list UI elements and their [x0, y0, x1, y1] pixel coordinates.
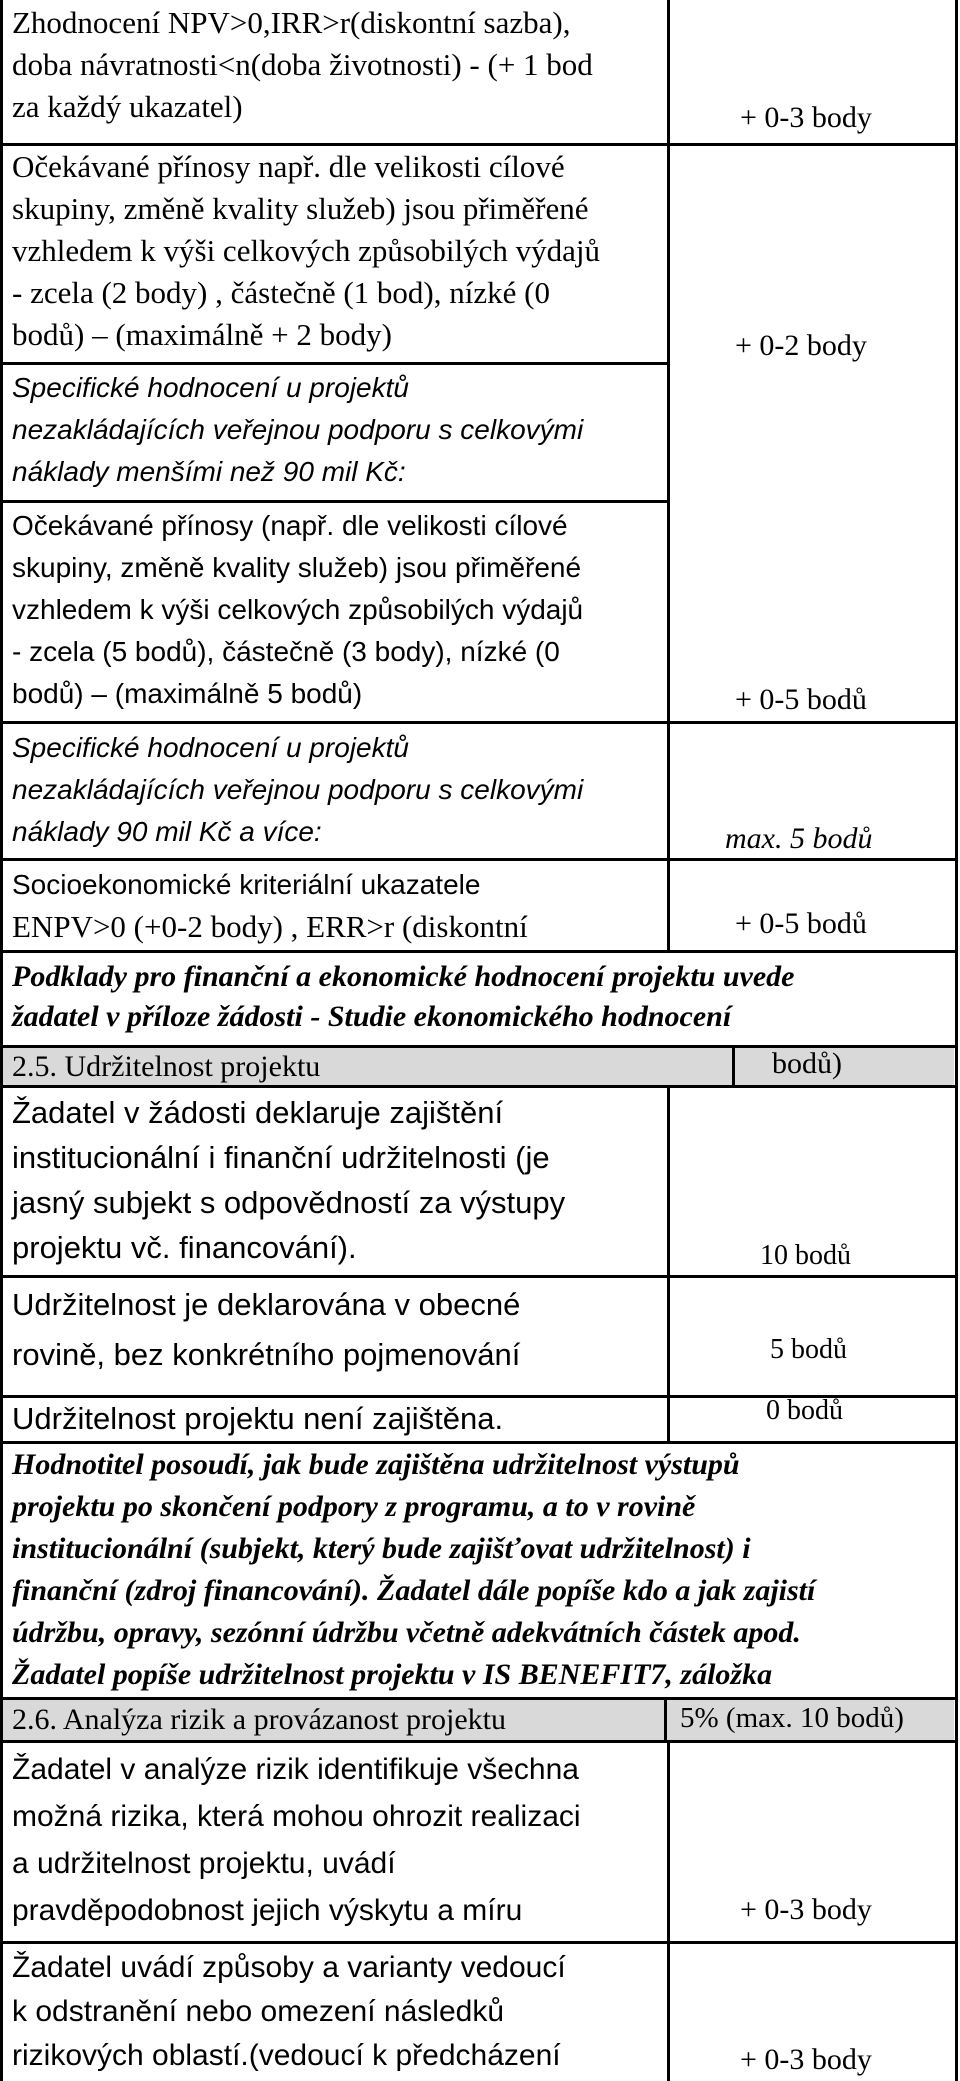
criterion-line: projektu vč. financování).: [12, 1230, 357, 1265]
criterion-line: rizikových oblastí.(vedoucí k předcházení: [12, 2039, 561, 2072]
row-divider: [0, 362, 670, 365]
criterion-line: Specifické hodnocení u projektů: [12, 732, 409, 763]
points-risk-identification: + 0-3 body: [740, 1893, 872, 1926]
row-divider: [0, 1275, 958, 1278]
note-line: institucionální (subjekt, který bude zajišťovat udržitelnost) i: [12, 1532, 751, 1565]
criterion-line: Socioekonomické kriteriální ukazatele: [12, 869, 481, 900]
criterion-specific-under-90: [12, 367, 583, 493]
criterion-line: Udržitelnost je deklarována v obecné: [12, 1287, 521, 1322]
criterion-line: institucionální i finanční udržitelnosti (je: [12, 1140, 550, 1175]
risk-identification: [12, 1746, 581, 1934]
note-line: finanční (zdroj financování). Žadatel dále popíše kdo a jak zajistí: [12, 1574, 816, 1607]
criterion-line: Specifické hodnocení u projektů: [12, 372, 409, 403]
points-box-edge: [664, 1700, 667, 1740]
criterion-socioeconomic: [12, 864, 528, 948]
row-divider: [0, 1740, 958, 1743]
points-npv-irr: + 0-3 body: [740, 101, 872, 134]
note-line: Podklady pro finanční a ekonomické hodnocení projektu uvede: [12, 960, 795, 993]
points-risk-mitigation: + 0-3 body: [740, 2043, 872, 2076]
criterion-line: Očekávané přínosy např. dle velikosti cílové: [12, 149, 565, 184]
note-financial: [12, 957, 794, 1037]
criterion-line: k odstranění nebo omezení následků: [12, 1995, 504, 2028]
criterion-line: skupiny, změně kvality služeb) jsou přiměřené: [12, 191, 589, 226]
criterion-line: jasný subjekt s odpovědností za výstupy: [12, 1185, 566, 1220]
criterion-line: za každý ukazatel): [12, 89, 243, 124]
sustainability-none: [12, 1397, 503, 1441]
criterion-line: Žadatel uvádí způsoby a varianty vedoucí: [12, 1951, 566, 1984]
criterion-line: ENPV>0 (+0-2 body) , ERR>r (diskontní: [12, 909, 528, 944]
section-26-points: 5% (max. 10 bodů): [680, 1702, 904, 1734]
points-box-edge: [732, 1048, 735, 1085]
note-line: projektu po skončení podpory z programu, a to v rovině: [12, 1490, 696, 1523]
sustainability-full: [12, 1090, 565, 1270]
note-line: údržbu, opravy, sezónní údržbu včetně adekvátních částek apod.: [12, 1616, 801, 1649]
criterion-line: bodů) – (maximálně 5 bodů): [12, 678, 363, 709]
criterion-line: nezakládajících veřejnou podporu s celkovými: [12, 774, 584, 805]
column-divider: [667, 1085, 670, 1441]
border-right: [955, 0, 958, 2081]
section-25-title: 2.5. Udržitelnost projektu: [12, 1050, 321, 1083]
row-divider: [0, 950, 958, 953]
criterion-line: Žadatel v analýze rizik identifikuje všechna: [12, 1753, 579, 1786]
criterion-line: náklady menšími než 90 mil Kč:: [12, 456, 406, 487]
row-divider: [0, 721, 958, 724]
column-divider: [667, 1740, 670, 2081]
criterion-line: rovině, bez konkrétního pojmenování: [12, 1337, 521, 1372]
criterion-line: Udržitelnost projektu není zajištěna.: [12, 1401, 504, 1436]
risk-mitigation: [12, 1946, 566, 2078]
criterion-line: vzhledem k výši celkových způsobilých výdajů: [12, 594, 584, 625]
criterion-expected-benefits-large: [12, 505, 583, 715]
criterion-line: Žadatel v žádosti deklaruje zajištění: [12, 1095, 504, 1130]
criterion-line: nezakládajících veřejnou podporu s celkovými: [12, 414, 584, 445]
points-sustainability-none: 0 bodů: [766, 1395, 843, 1426]
criterion-npv-irr: [12, 2, 593, 128]
criterion-line: Očekávané přínosy (např. dle velikosti cílové: [12, 510, 568, 541]
note-line: žadatel v příloze žádosti - Studie ekonomického hodnocení: [12, 1000, 732, 1033]
criterion-line: Zhodnocení NPV>0,IRR>r(diskontní sazba),: [12, 5, 571, 40]
points-specific-over-90: max. 5 bodů: [725, 822, 873, 855]
row-divider: [0, 1941, 958, 1944]
criterion-line: bodů) – (maximálně + 2 body): [12, 317, 392, 352]
points-sustainability-full: 10 bodů: [760, 1240, 851, 1271]
note-sustainability: [12, 1444, 815, 1696]
section-25-points: bodů): [772, 1047, 842, 1080]
row-divider: [0, 858, 958, 861]
criterion-specific-over-90: [12, 727, 583, 853]
criterion-line: doba návratnosti<n(doba životnosti) - (+ 1 bod: [12, 47, 593, 82]
criterion-line: možná rizika, která mohou ohrozit realizaci: [12, 1800, 581, 1833]
criterion-line: a udržitelnost projektu, uvádí: [12, 1847, 396, 1880]
points-sustainability-general: 5 bodů: [770, 1334, 847, 1365]
criterion-expected-benefits-small: [12, 146, 600, 356]
points-socioeconomic: + 0-5 bodů: [735, 907, 867, 940]
criterion-line: vzhledem k výši celkových způsobilých výdajů: [12, 233, 601, 268]
criterion-line: - zcela (5 bodů), částečně (3 body), nízké (0: [12, 636, 560, 667]
criterion-line: pravděpodobnost jejich výskytu a míru: [12, 1894, 523, 1927]
border-left: [0, 0, 3, 2081]
note-line: Hodnotitel posoudí, jak bude zajištěna udržitelnost výstupů: [12, 1448, 740, 1481]
note-line: Žadatel popíše udržitelnost projektu v IS BENEFIT7, záložka: [12, 1658, 773, 1691]
points-expected-benefits-small: + 0-2 body: [735, 329, 867, 362]
row-divider: [0, 500, 670, 503]
section-26-title: 2.6. Analýza rizik a provázanost projektu: [12, 1703, 507, 1736]
criterion-line: skupiny, změně kvality služeb) jsou přiměřené: [12, 552, 582, 583]
criterion-line: - zcela (2 body) , částečně (1 bod), nízké (0: [12, 275, 550, 310]
criterion-line: náklady 90 mil Kč a více:: [12, 816, 322, 847]
sustainability-general: [12, 1280, 520, 1380]
points-expected-benefits-large: + 0-5 bodů: [735, 683, 867, 716]
